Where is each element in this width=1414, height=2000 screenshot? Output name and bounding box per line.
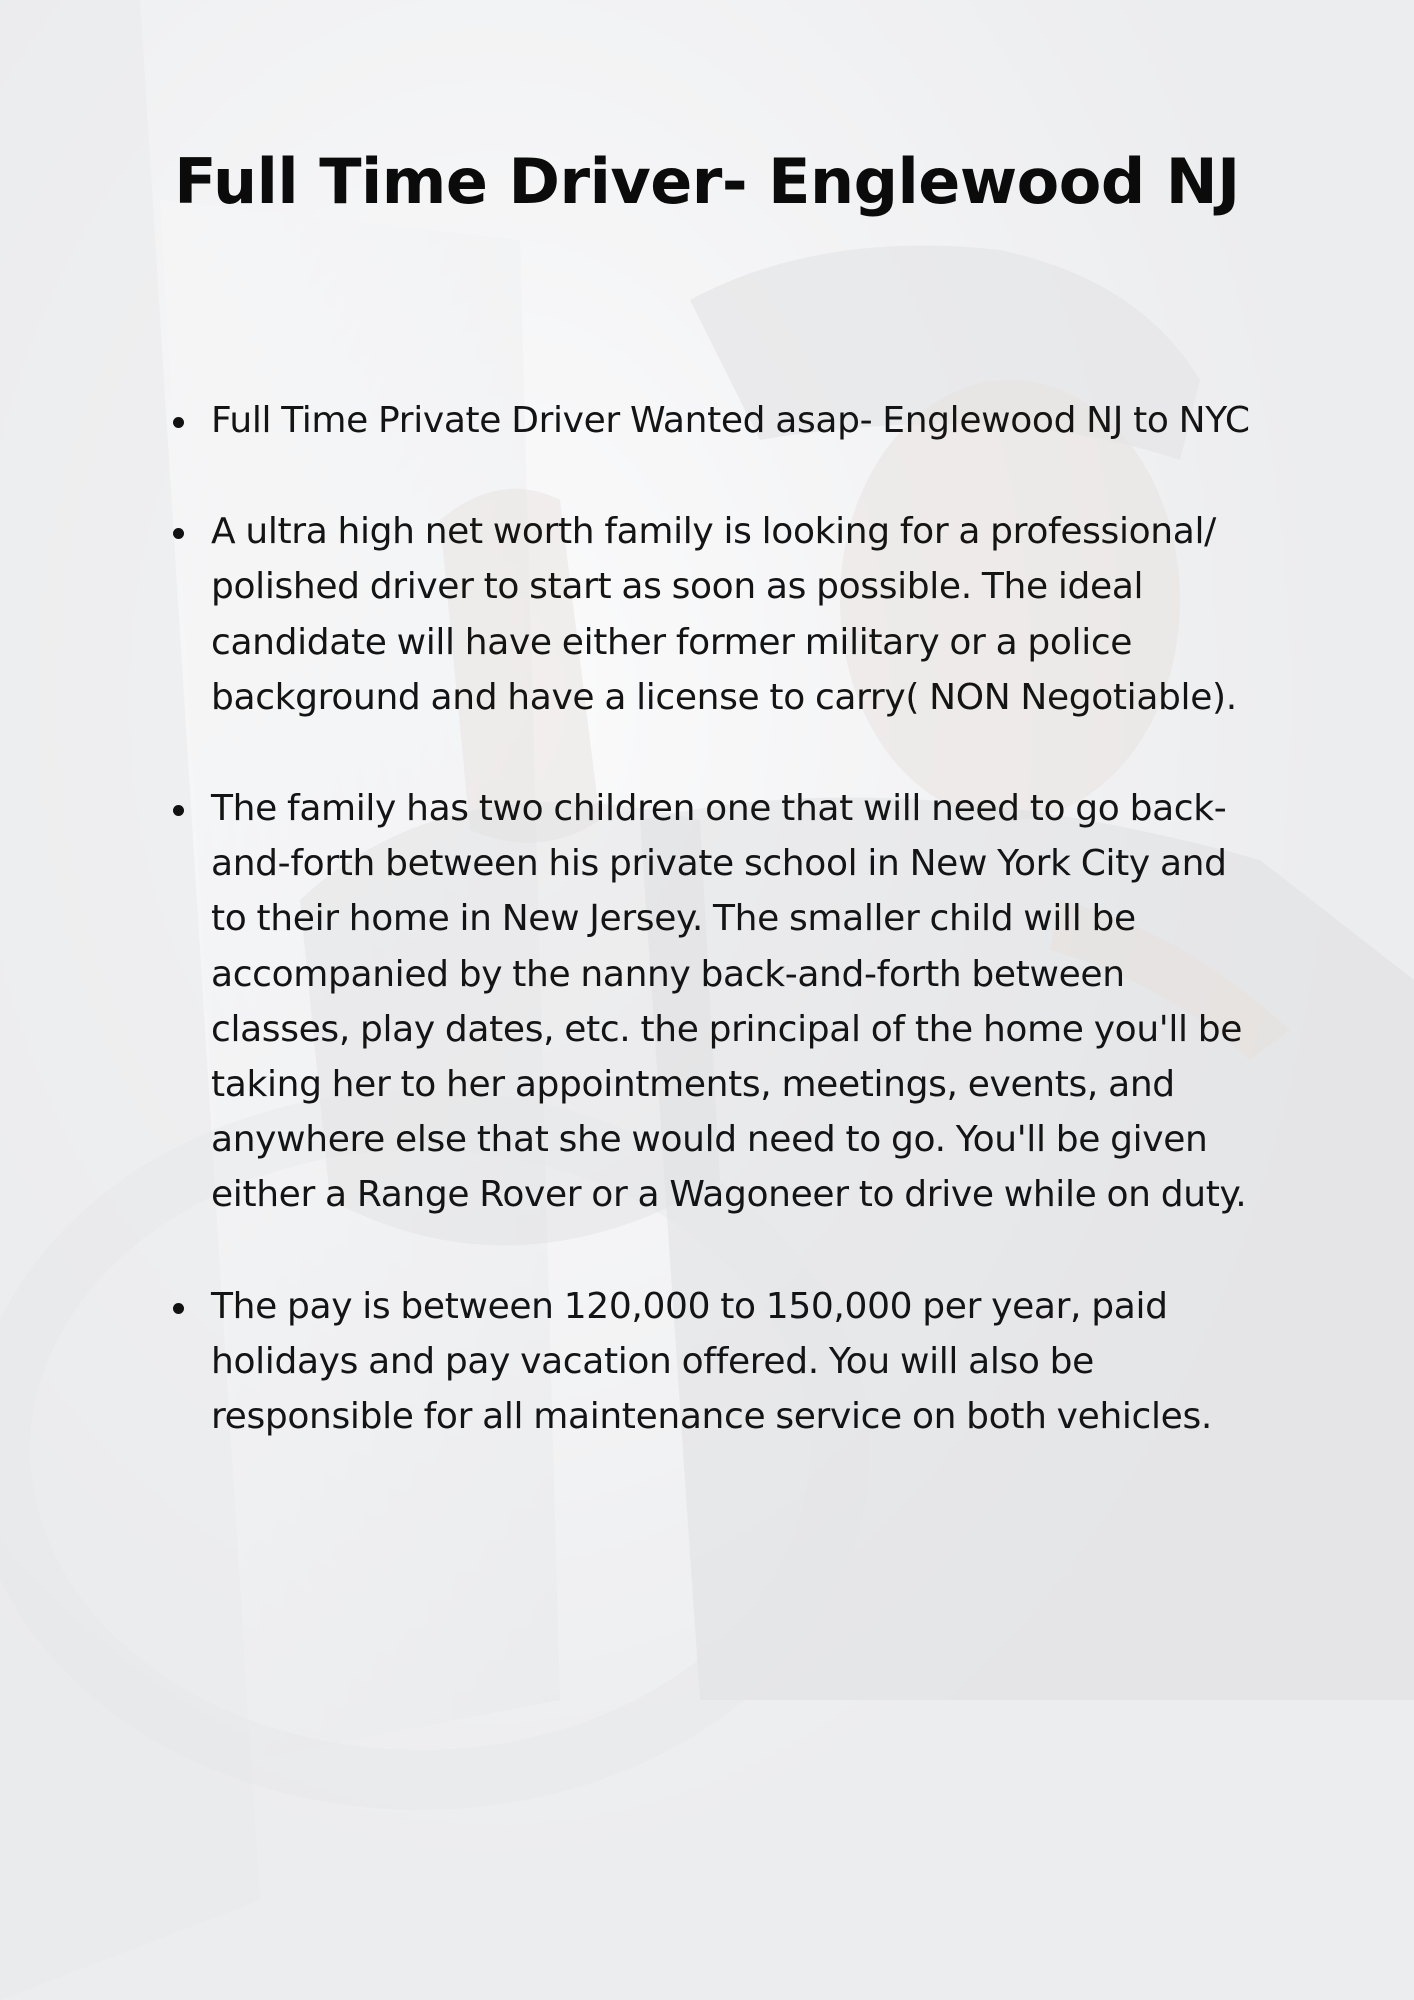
list-item-text: The family has two children one that will need to go back-and-forth between his private school in New York City and to their home in New Jersey. The smaller child will be accompanied by the nanny back-and-forth between classes, play dates, etc. the principal of the home you'll be taking her to her appointments, meetings, events, and anywhere else that she would need to go. You'll be given either a Range Rover or a Wagoneer to drive while on duty. [211, 788, 1247, 1216]
list-item [0, 393, 1251, 448]
bullet-icon [173, 417, 184, 428]
list-item-text: The pay is between 120,000 to 150,000 per year, paid holidays and pay vacation offered. You will also be responsible for all maintenance service on both vehicles. [211, 1285, 1212, 1438]
page-title: Full Time Driver- Englewood NJ [174, 145, 1240, 218]
bullet-list [0, 393, 1251, 1500]
bullet-icon [173, 805, 184, 816]
bullet-icon [173, 528, 184, 539]
list-item [0, 504, 1251, 725]
list-item-text: A ultra high net worth family is looking for a professional/ polished driver to start as soon as possible. The ideal candidate will have either former military or a police background and have a license to carry( NON Negotiable). [211, 511, 1237, 718]
list-item-text: Full Time Private Driver Wanted asap- Englewood NJ to NYC [211, 400, 1250, 441]
bullet-icon [173, 1303, 184, 1314]
list-item [0, 1279, 1251, 1445]
list-item [0, 781, 1251, 1223]
